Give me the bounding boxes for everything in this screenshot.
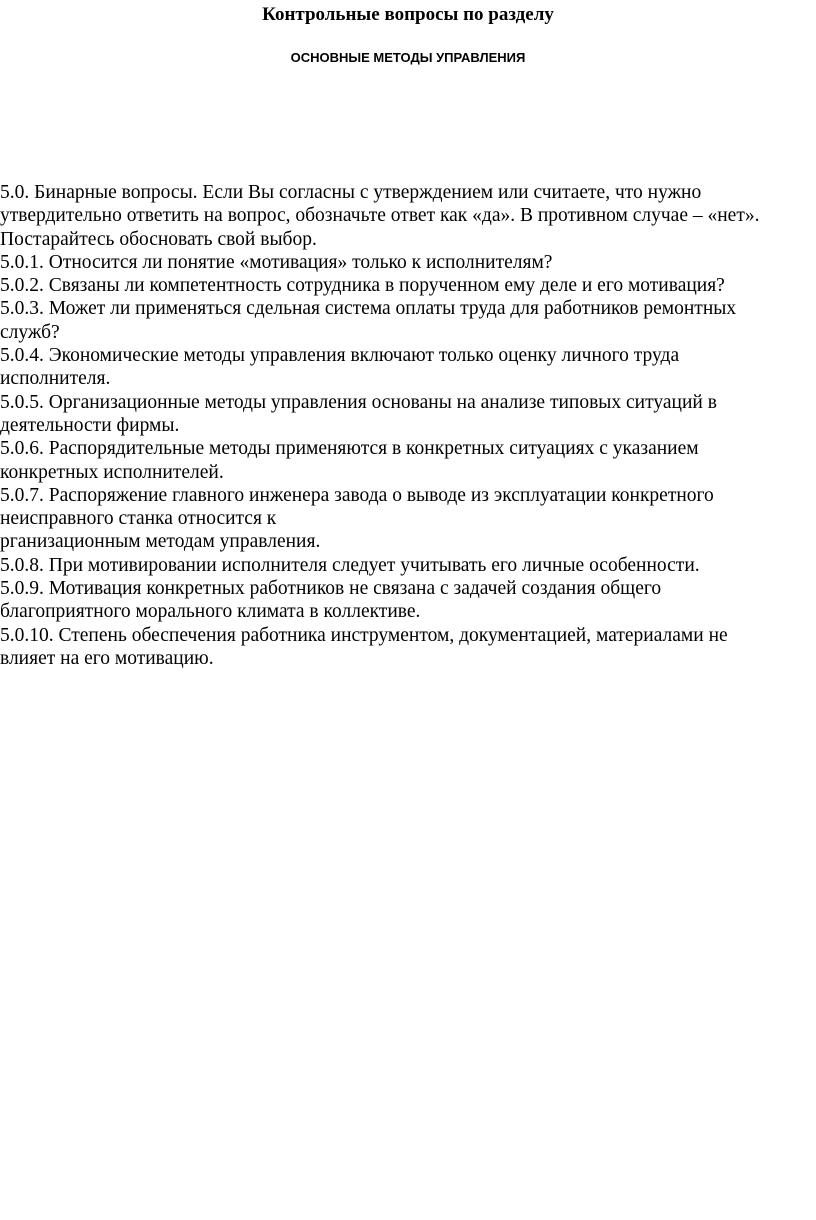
question-line: 5.0.10. Степень обеспечения работника инструментом, документацией, материалами не	[0, 624, 728, 646]
question-line: 5.0.5. Организационные методы управления основаны на анализе типовых ситуаций в	[0, 391, 717, 413]
question-line: влияет на его мотивацию.	[0, 647, 214, 669]
section-subtitle: ОСНОВНЫЕ МЕТОДЫ УПРАВЛЕНИЯ	[290, 50, 526, 65]
question-line: 5.0.9. Мотивация конкретных работников не связана с задачей создания общего	[0, 578, 662, 600]
intro-line: Постарайтесь обосновать свой выбор.	[0, 228, 317, 250]
question-line: 5.0.2. Связаны ли компетентность сотрудника в порученном ему деле и его мотивация?	[0, 275, 725, 297]
question-line: рганизационным методам управления.	[0, 531, 321, 553]
question-line: деятельности фирмы.	[0, 414, 180, 436]
question-line: 5.0.8. При мотивировании исполнителя следует учитывать его личные особенности.	[0, 554, 700, 576]
intro-line: 5.0. Бинарные вопросы. Если Вы согласны с утверждением или считаете, что нужно	[0, 182, 702, 203]
question-line: 5.0.4. Экономические методы управления включают только оценку личного труда	[0, 345, 680, 367]
question-line: конкретных исполнителей.	[0, 461, 224, 483]
page-title: Контрольные вопросы по разделу	[262, 4, 554, 25]
question-line: исполнителя.	[0, 368, 111, 390]
questions-text	[0, 181, 812, 670]
question-line: 5.0.1. Относится ли понятие «мотивация» только к исполнителям?	[0, 251, 553, 273]
question-line: 5.0.3. Может ли применяться сдельная система оплаты труда для работников ремонтных	[0, 298, 737, 320]
question-line: служб?	[0, 321, 60, 343]
intro-line: утвердительно ответить на вопрос, обозначьте ответ как «да». В противном случае – «нет».	[0, 205, 760, 227]
question-line: 5.0.7. Распоряжение главного инженера завода о выводе из эксплуатации конкретного	[0, 484, 714, 506]
question-line: 5.0.6. Распорядительные методы применяются в конкретных ситуациях с указанием	[0, 438, 699, 460]
question-line: неисправного станка относится к	[0, 508, 277, 530]
question-line: благоприятного морального климата в коллективе.	[0, 601, 421, 623]
